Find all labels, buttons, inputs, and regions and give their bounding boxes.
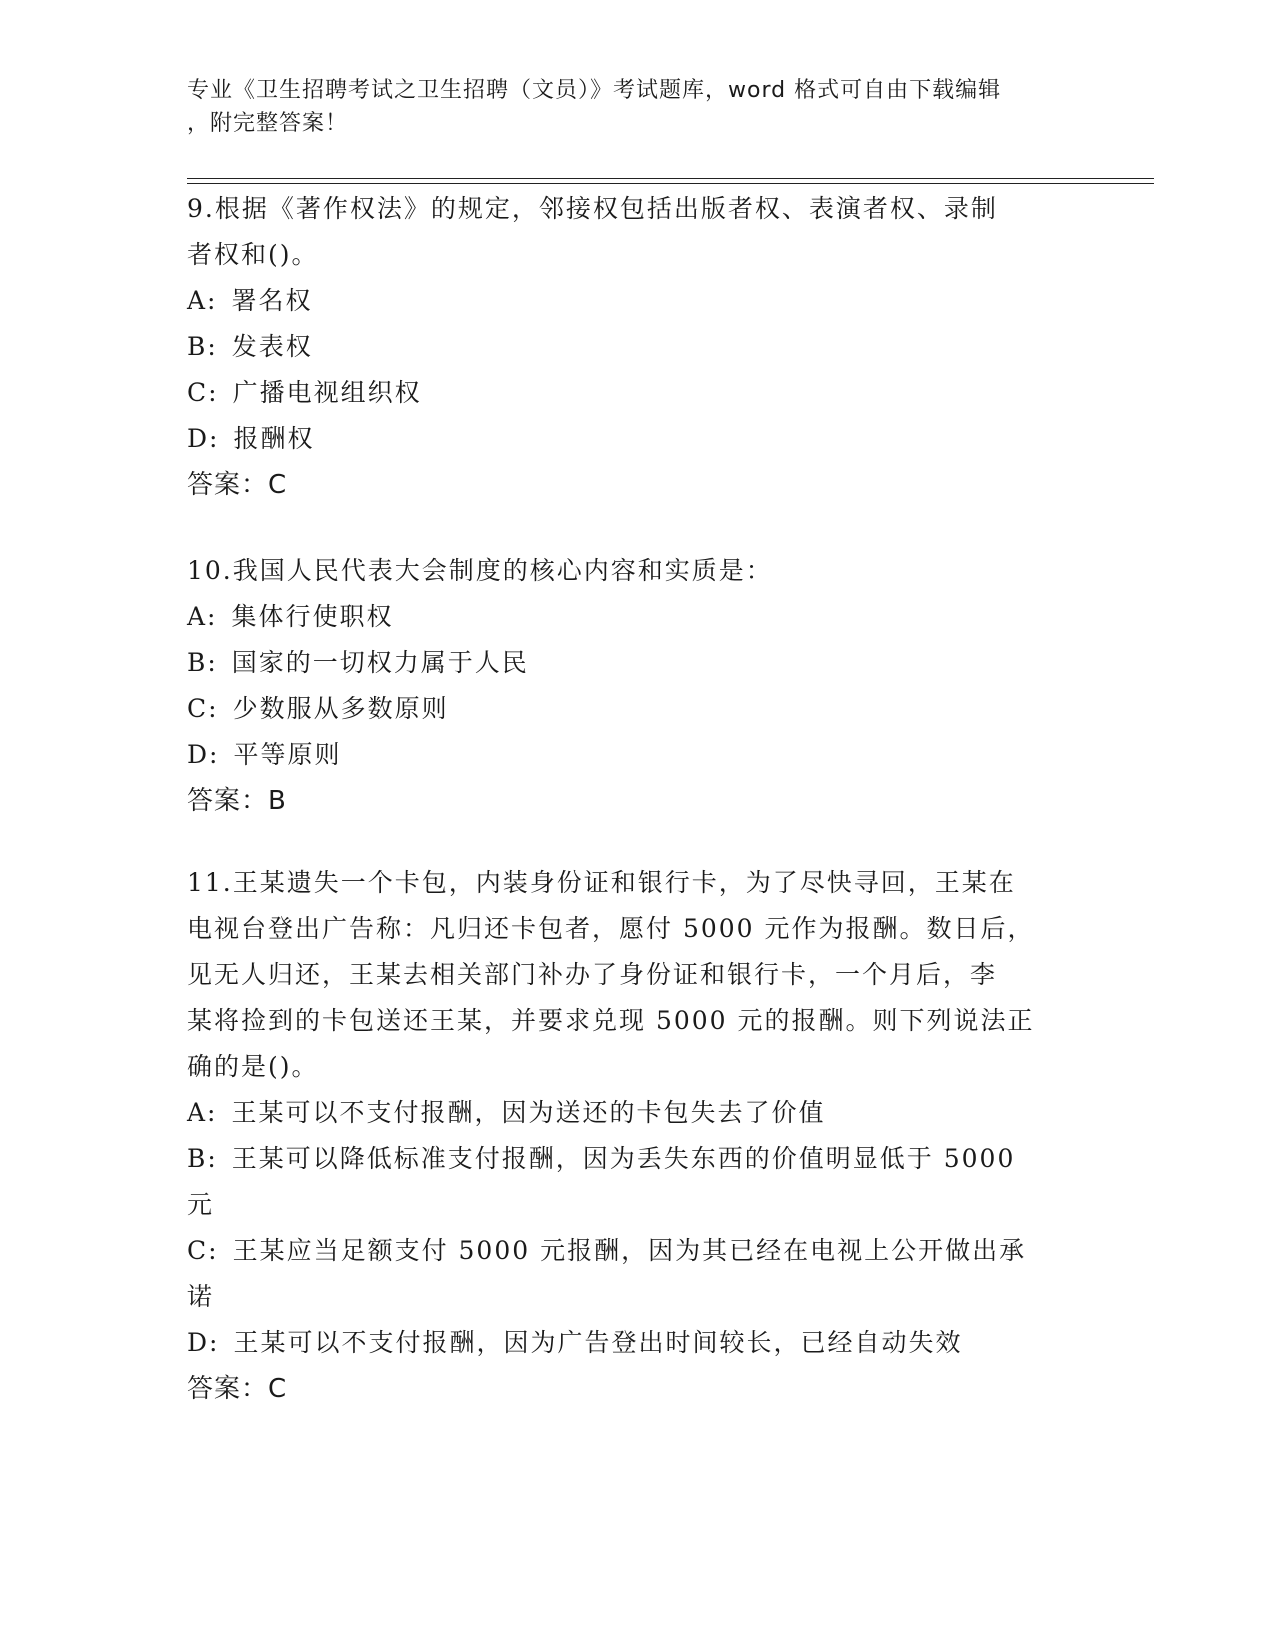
question-stem-line: 见无人归还，王某去相关部门补办了身份证和银行卡，一个月后，李 — [187, 960, 998, 989]
option-text: 少数服从多数原则 — [232, 694, 449, 723]
option-key: A: — [187, 286, 218, 315]
option-key: A: — [187, 1098, 218, 1127]
question-9 — [187, 186, 1077, 508]
option-text: 发表权 — [231, 332, 313, 361]
option-c — [187, 686, 1077, 732]
option-text: 王某应当足额支付 5000 元报酬，因为其已经在电视上公开做出承 — [232, 1236, 1027, 1265]
question-stem-line: 9.根据《著作权法》的规定，邻接权包括出版者权、表演者权、录制 — [187, 194, 998, 223]
option-d — [187, 1320, 1077, 1366]
option-d — [187, 732, 1077, 778]
option-text: 王某可以降低标准支付报酬，因为丢失东西的价值明显低于 5000 — [231, 1144, 1016, 1173]
question-stem-line: 某将捡到的卡包送还王某，并要求兑现 5000 元的报酬。则下列说法正 — [187, 1006, 1035, 1035]
header-divider-bottom — [187, 183, 1154, 184]
header-title-line-1: 专业《卫生招聘考试之卫生招聘（文员）》考试题库，word 格式可自由下载编辑 — [187, 78, 1002, 103]
option-text: 平等原则 — [233, 740, 342, 769]
option-b — [187, 1136, 1077, 1182]
answer-line: 答案：B — [187, 786, 287, 816]
option-text: 广播电视组织权 — [232, 378, 422, 407]
option-text: 王某可以不支付报酬，因为广告登出时间较长，已经自动失效 — [233, 1328, 963, 1357]
option-key: B: — [187, 332, 218, 361]
option-key: C: — [187, 1236, 219, 1265]
option-key: D: — [187, 424, 220, 453]
header-divider-top — [187, 178, 1154, 179]
option-key: B: — [187, 1144, 218, 1173]
question-stem-line: 11.王某遗失一个卡包，内装身份证和银行卡，为了尽快寻回，王某在 — [187, 868, 1016, 897]
option-key: D: — [187, 740, 220, 769]
option-key: A: — [187, 602, 218, 631]
option-b — [187, 640, 1077, 686]
option-text: 国家的一切权力属于人民 — [231, 648, 529, 677]
option-a — [187, 594, 1077, 640]
question-stem-line: 电视台登出广告称：凡归还卡包者，愿付 5000 元作为报酬。数日后， — [187, 914, 1035, 943]
option-key: C: — [187, 694, 219, 723]
question-11 — [187, 860, 1077, 1412]
option-key: C: — [187, 378, 219, 407]
option-key: D: — [187, 1328, 220, 1357]
option-b — [187, 324, 1077, 370]
option-a — [187, 278, 1077, 324]
option-c — [187, 370, 1077, 416]
option-text: 集体行使职权 — [231, 602, 394, 631]
answer-line: 答案：C — [187, 1374, 288, 1404]
option-text: 王某可以不支付报酬，因为送还的卡包失去了价值 — [231, 1098, 826, 1127]
option-c-continued: 诺 — [187, 1282, 215, 1311]
option-key: B: — [187, 648, 218, 677]
option-text: 报酬权 — [233, 424, 315, 453]
header-title-line-2: ，附完整答案！ — [187, 111, 349, 136]
question-stem-line: 者权和()。 — [187, 240, 319, 269]
question-10 — [187, 548, 1077, 824]
option-d — [187, 416, 1077, 462]
document-header — [187, 74, 1067, 140]
option-b-continued: 元 — [187, 1190, 215, 1219]
answer-line: 答案：C — [187, 470, 288, 500]
option-text: 署名权 — [231, 286, 313, 315]
question-stem-line: 确的是()。 — [187, 1052, 319, 1081]
question-stem-line: 10.我国人民代表大会制度的核心内容和实质是： — [187, 556, 773, 585]
option-c — [187, 1228, 1077, 1274]
option-a — [187, 1090, 1077, 1136]
